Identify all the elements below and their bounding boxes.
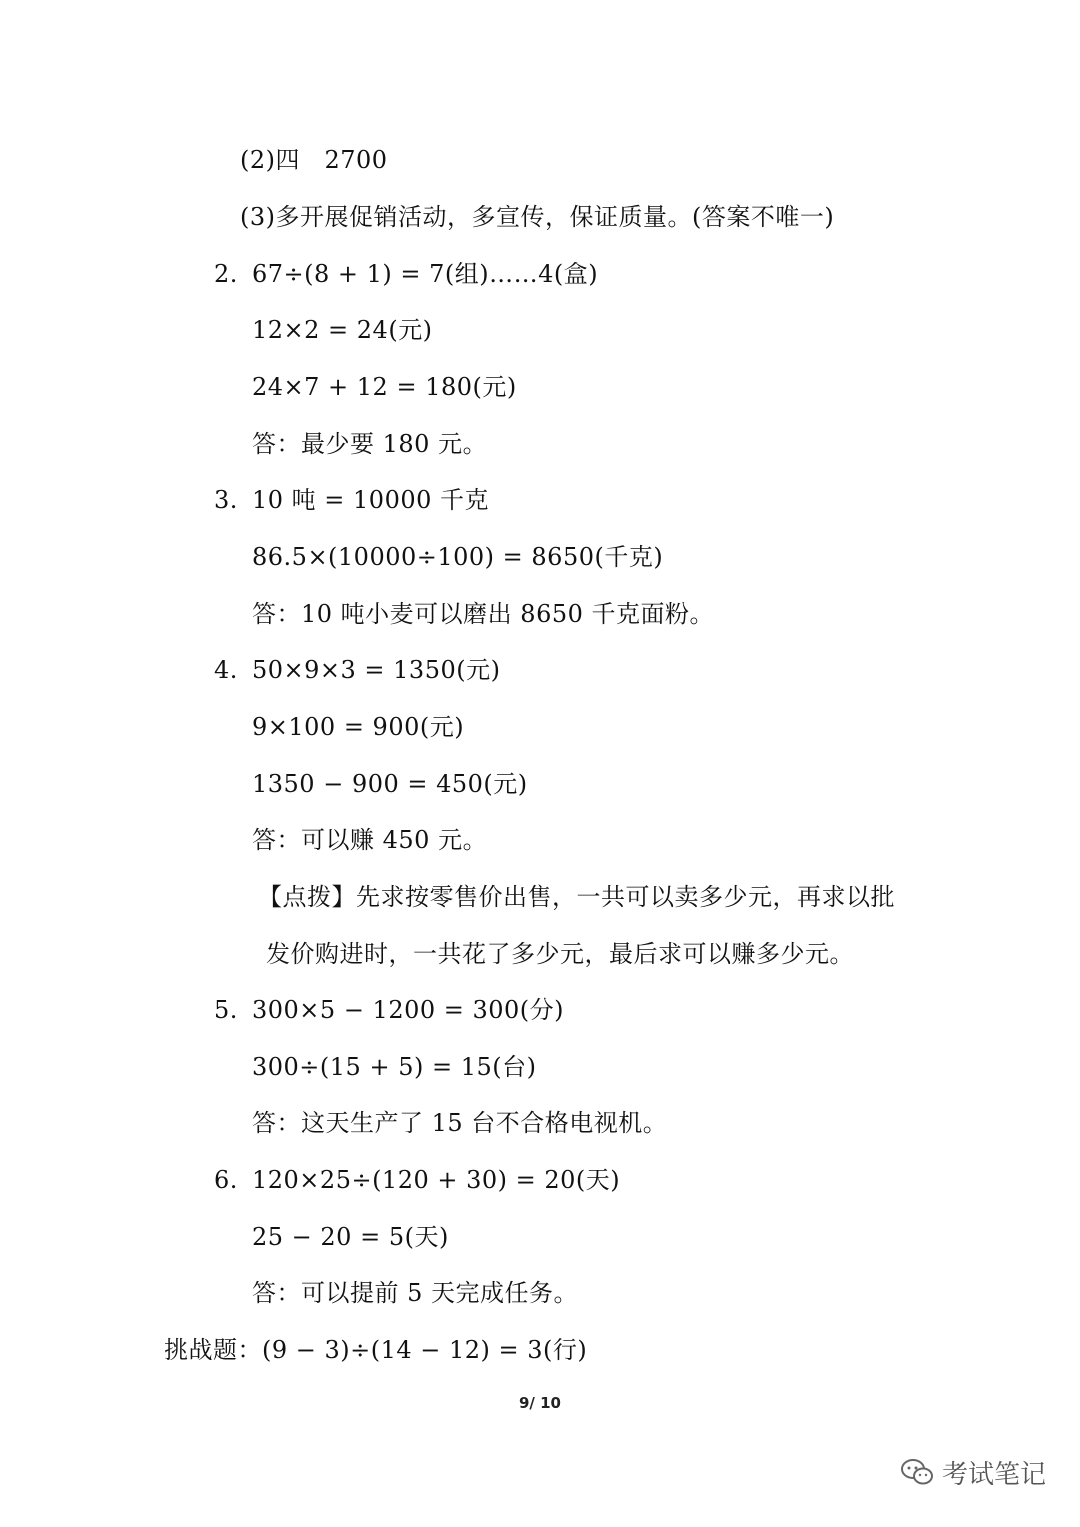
question-number: 5. [214,996,238,1024]
answer-statement: 答：最少要 180 元。 [252,430,488,458]
equation: 1350 − 900 = 450(元) [252,770,528,798]
equation: 120×25÷(120 + 30) = 20(天) [252,1166,621,1194]
question-number: 4. [214,656,238,684]
question-3 [214,484,489,516]
answer-statement: 答：10 吨小麦可以磨出 8650 千克面粉。 [252,600,715,628]
equation: 86.5×(10000÷100) = 8650(千克) [252,543,664,571]
challenge-question: 挑战题：(9 − 3)÷(14 − 12) = 3(行) [164,1336,588,1364]
answer-line: (2)四 2700 [240,146,388,174]
page-number: 9/ 10 [518,1394,561,1412]
question-number: 3. [214,486,238,514]
watermark-text: 考试笔记 [942,1459,1047,1490]
equation: 300÷(15 + 5) = 15(台) [252,1053,537,1081]
question-5 [214,994,564,1026]
answer-line: (3)多开展促销活动，多宣传，保证质量。(答案不唯一) [240,203,835,231]
question-2 [214,258,598,290]
hint-text: 发价购进时，一共花了多少元，最后求可以赚多少元。 [266,940,854,968]
answer-statement: 答：这天生产了 15 台不合格电视机。 [252,1109,668,1137]
question-number: 6. [214,1166,238,1194]
equation: 10 吨 = 10000 千克 [252,486,490,514]
answer-statement: 答：可以提前 5 天完成任务。 [252,1279,579,1307]
question-number: 2. [214,260,238,288]
equation: 50×9×3 = 1350(元) [252,656,501,684]
hint-text: 【点拨】先求按零售价出售，一共可以卖多少元，再求以批 [258,883,895,911]
equation: 24×7 + 12 = 180(元) [252,373,517,401]
equation: 25 − 20 = 5(天) [252,1223,449,1251]
equation: 67÷(8 + 1) = 7(组)……4(盒) [252,260,599,288]
watermark [900,1452,1046,1492]
equation: 9×100 = 900(元) [252,713,465,741]
question-6 [214,1164,620,1196]
equation: 300×5 − 1200 = 300(分) [252,996,565,1024]
question-4 [214,654,500,686]
answer-statement: 答：可以赚 450 元。 [252,826,488,854]
wechat-icon [900,1457,934,1487]
equation: 12×2 = 24(元) [252,316,433,344]
